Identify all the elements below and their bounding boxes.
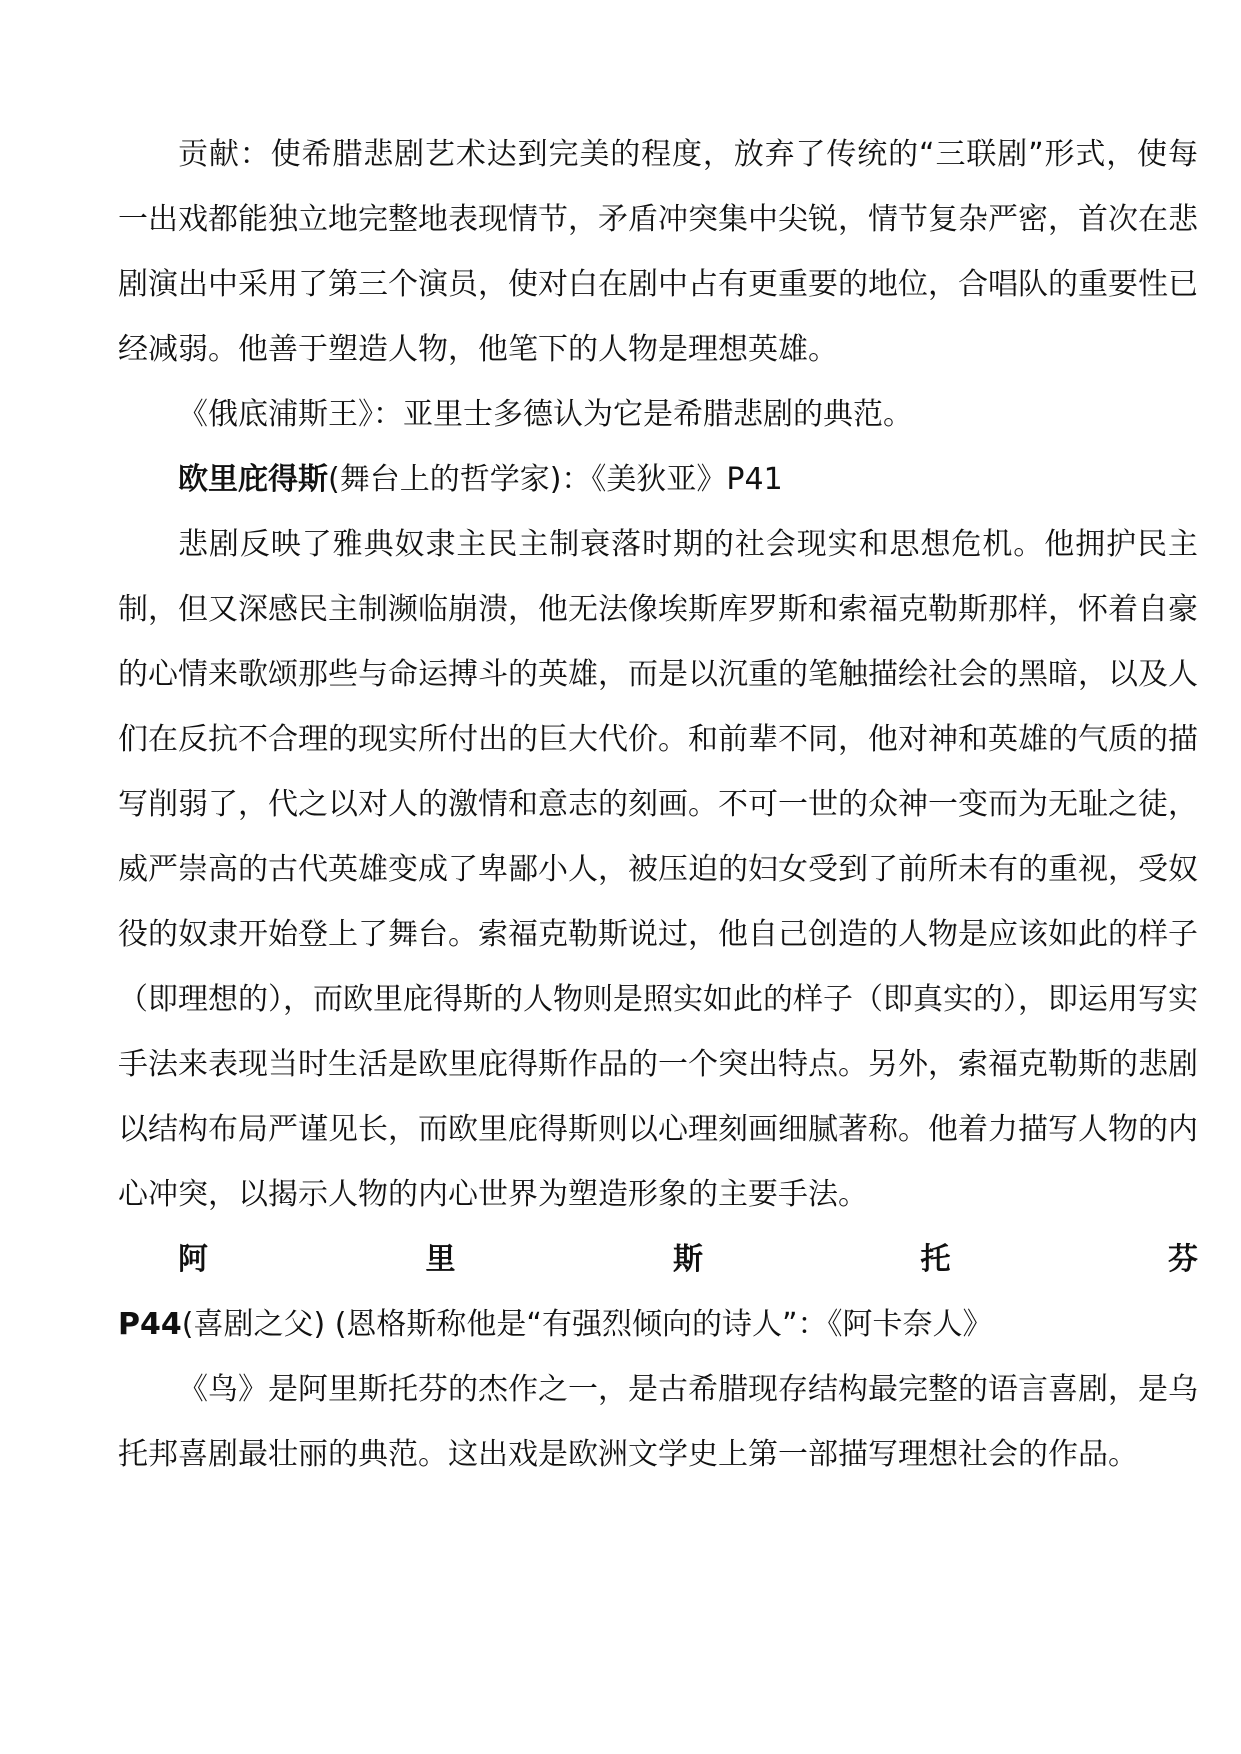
paragraph-euripides-heading [118,447,1198,512]
paragraph-euripides-body [118,512,1198,1227]
paragraph-text: 《俄底浦斯王》：亚里士多德认为它是希腊悲剧的典范。 [178,397,913,432]
paragraph-text: 贡献：使希腊悲剧艺术达到完美的程度，放弃了传统的“三联剧”形式，使每一出戏都能独立地完整地表现情节，矛盾冲突集中尖锐，情节复杂严密，首次在悲剧演出中采用了第三个演员，使对白在剧中占有更重要的地位，合唱队的重要性已经减弱。他善于塑造人物，他笔下的人物是理想英雄。 [118,137,1198,367]
paragraph-birds [118,1357,1198,1487]
paragraph-heading: 欧里庇得斯 [178,462,328,497]
paragraph-heading: 阿里斯托芬 P44 [118,1242,1198,1342]
paragraph-text: (舞台上的哲学家)：《美狄亚》P41 [328,462,783,497]
paragraph-text: (喜剧之父) (恩格斯称他是“有强烈倾向的诗人”：《阿卡奈人》 [181,1307,993,1342]
paragraph-aristophanes-heading [118,1227,1198,1357]
paragraph-contribution [118,122,1198,382]
paragraph-oedipus [118,382,1198,447]
document-page [118,122,1198,1487]
paragraph-text: 悲剧反映了雅典奴隶主民主制衰落时期的社会现实和思想危机。他拥护民主制，但又深感民主制濒临崩溃，他无法像埃斯库罗斯和索福克勒斯那样，怀着自豪的心情来歌颂那些与命运搏斗的英雄，而是以沉重的笔触描绘社会的黑暗，以及人们在反抗不合理的现实所付出的巨大代价。和前辈不同，他对神和英雄的气质的描写削弱了，代之以对人的激情和意志的刻画。不可一世的众神一变而为无耻之徒，威严崇高的古代英雄变成了卑鄙小人，被压迫的妇女受到了前所未有的重视，受奴役的奴隶开始登上了舞台。索福克勒斯说过，他自己创造的人物是应该如此的样子（即理想的），而欧里庇得斯的人物则是照实如此的样子（即真实的），即运用写实手法来表现当时生活是欧里庇得斯作品的一个突出特点。另外，索福克勒斯的悲剧以结构布局严谨见长，而欧里庇得斯则以心理刻画细腻著称。他着力描写人物的内心冲突，以揭示人物的内心世界为塑造形象的主要手法。 [118,527,1198,1212]
paragraph-text: 《鸟》是阿里斯托芬的杰作之一，是古希腊现存结构最完整的语言喜剧，是乌托邦喜剧最壮丽的典范。这出戏是欧洲文学史上第一部描写理想社会的作品。 [118,1372,1198,1472]
